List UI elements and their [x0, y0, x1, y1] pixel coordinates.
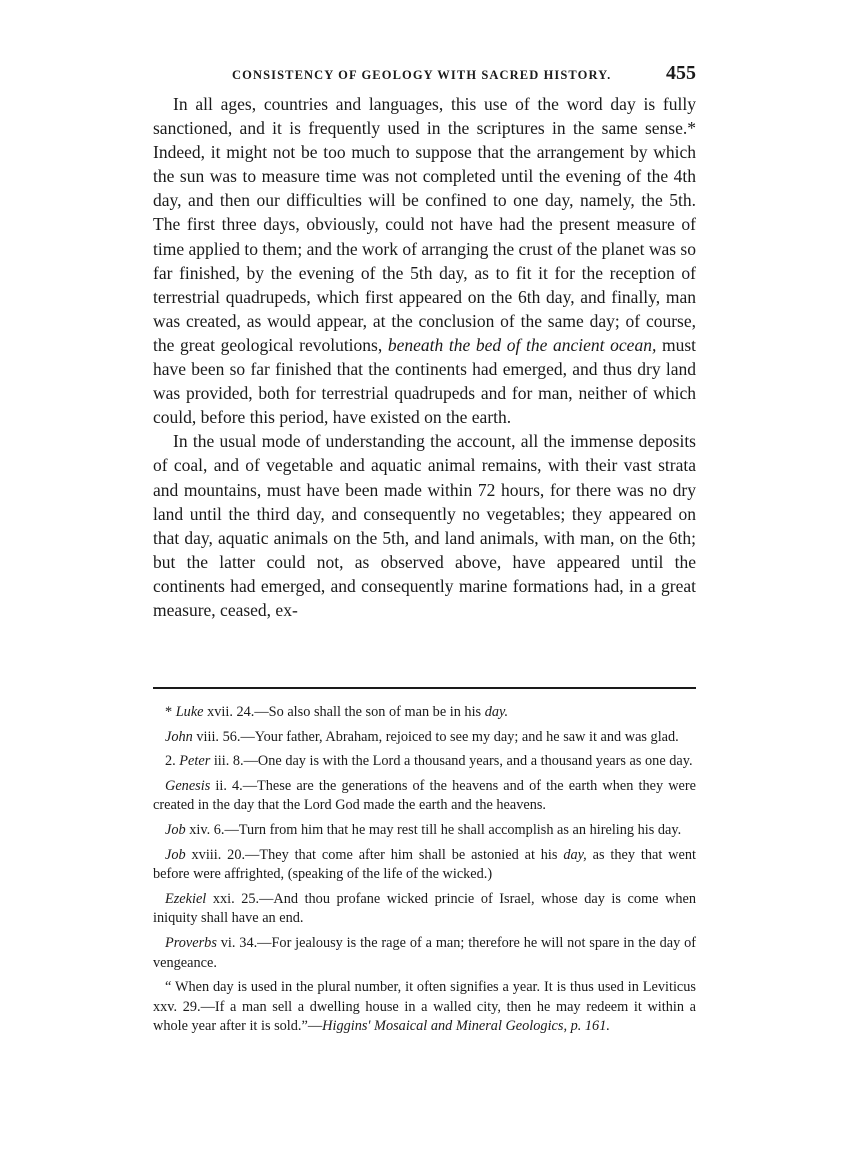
footnote-reference: Job	[165, 821, 186, 838]
footnote	[153, 703, 696, 723]
footnote	[153, 821, 696, 841]
footnote-text: viii. 56.—Your father, Abraham, rejoiced to see my day; and he saw it and was glad.	[192, 728, 679, 745]
footnote	[153, 728, 696, 748]
main-text	[153, 92, 696, 622]
quotation-footnote	[153, 978, 696, 1037]
footnote-emphasis: day,	[563, 846, 587, 863]
paragraph-2: In the usual mode of understanding the account, all the immense deposits of coal, and of vegetable and aquatic animal remains, with their vast strata and mountains, must have been made within 72 hours, for there was no dry land until the third day, and consequently no vegetables; they appeared on that day, aquatic animals on the 5th, and land animals, with man, on the 6th; but the latter could not, as observed above, have appeared until the continents had emerged, and consequently marine formations had, in a great measure, ceased, ex-	[153, 431, 696, 620]
footnote-reference: Luke	[175, 704, 204, 720]
quotation-text: “ When day is used in the plural number, it often signifies a year. It is thus used in Leviticus xxv. 29.—If a man sell a dwelling house in a walled city, then he may redeem it within a whole year after it is sold.”—	[153, 979, 696, 1035]
page-header	[150, 62, 696, 85]
footnote-text: xvii. 24.—So also shall the son of man be in his	[203, 704, 485, 720]
footnote	[153, 752, 696, 772]
running-head: CONSISTENCY OF GEOLOGY WITH SACRED HISTORY.	[232, 68, 612, 82]
footnote-reference: Proverbs	[165, 934, 217, 951]
footnote-text: vi. 34.—For jealousy is the rage of a man; therefore he will not spare in the day of vengeance.	[153, 934, 696, 971]
footnote-marker: *	[165, 704, 176, 720]
footnotes	[153, 703, 696, 1037]
footnote-reference: John	[165, 728, 193, 745]
paragraph-1-text-a: In all ages, countries and languages, this use of the word day is fully sanctioned, and it is frequently used in the scriptures in the same sense.* Indeed, it might not be too much to suppose that the arrangement by which the sun was to measure time was not completed until the evening of the 4th day, and then our difficulties will be confined to one day, namely, the 5th. The first three days, obviously, could not have had the present measure of time applied to them; and the work of arranging the crust of the planet was so far finished, by the evening of the 5th day, as to fit it for the reception of terrestrial quadrupeds, which first appeared on the 6th day, and finally, man was created, as would appear, at the conclusion of the same day; of course, the great geological revolutions,	[153, 94, 696, 355]
footnote	[153, 777, 696, 816]
footnote-reference: Ezekiel	[165, 890, 207, 907]
footnote-text: as they that went before were affrighted, (speaking of the life of the wicked.)	[153, 846, 696, 883]
footnote	[153, 890, 696, 929]
footnote-marker: 2.	[165, 753, 180, 770]
footnote	[153, 846, 696, 885]
footnote-text: xiv. 6.—Turn from him that he may rest till he shall accomplish as an hireling his day.	[185, 821, 682, 838]
footnote	[153, 934, 696, 973]
paragraph-1-emphasis: beneath the bed of the ancient ocean,	[387, 334, 657, 355]
footnote-text: xviii. 20.—They that come after him shall be astonied at his	[185, 846, 564, 863]
paragraph-1	[153, 92, 696, 429]
footnote-text: ii. 4.—These are the generations of the heavens and of the earth when they were created in the day that the Lord God made the earth and the heavens.	[153, 777, 696, 814]
footnote-divider	[153, 687, 696, 689]
footnote-text: iii. 8.—One day is with the Lord a thousand years, and a thousand years as one day.	[210, 753, 693, 770]
footnote-reference: Genesis	[165, 777, 211, 794]
paragraph-1-text-b: must have been so far finished that the continents had emerged, and thus dry land was provided, both for terrestrial quadrupeds and for man, neither of which could, before this period, have existed on the earth.	[153, 334, 696, 428]
page-number: 455	[666, 62, 696, 84]
footnote-reference: Job	[165, 846, 186, 863]
quotation-citation: Higgins' Mosaical and Mineral Geologics, p. 161.	[322, 1018, 610, 1035]
footnote-emphasis: day.	[484, 704, 509, 720]
footnote-reference: Peter	[179, 753, 211, 770]
footnote-text: xxi. 25.—And thou profane wicked princie of Israel, whose day is come when iniquity shall have an end.	[153, 890, 696, 927]
